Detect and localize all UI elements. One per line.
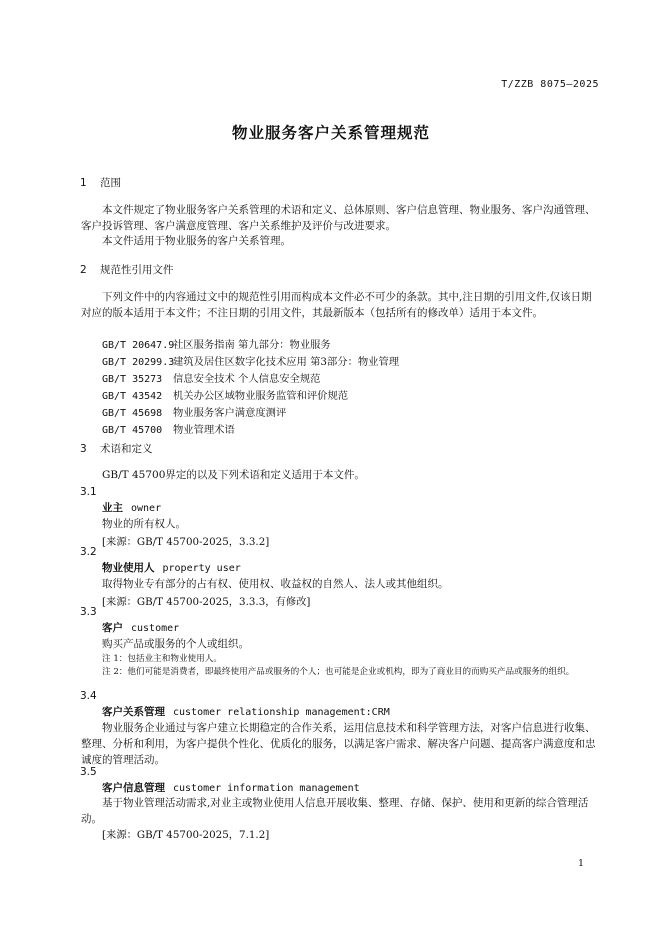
term-number: 3.4	[80, 690, 97, 702]
document-code: T/ZZB 8075—2025	[501, 79, 599, 90]
section-3-heading	[80, 441, 153, 456]
term-source: [来源：GB/T 45700-2025，3.3.2]	[102, 536, 270, 548]
term-heading: 客户关系管理 customer relationship management:CRM	[102, 706, 390, 718]
reference-item: GB/T 45700 物业管理术语	[102, 424, 235, 436]
section-number: 3	[80, 443, 87, 455]
reference-item: GB/T 20299.3建筑及居住区数字化技术应用 第3部分：物业管理	[102, 356, 400, 368]
section-2-heading	[80, 262, 174, 277]
page-number: 1	[577, 858, 584, 869]
section-1-heading	[80, 175, 121, 190]
term-heading: 物业使用人 property user	[102, 562, 241, 574]
term-number: 3.1	[80, 486, 97, 498]
term-source: [来源：GB/T 45700-2025，7.1.2]	[102, 829, 270, 841]
reference-item: GB/T 45698 物业服务客户满意度测评	[102, 407, 287, 419]
section-number: 1	[80, 177, 87, 189]
paragraph: GB/T 45700界定的以及下列术语和定义适用于本文件。	[102, 469, 365, 481]
term-heading: 客户 customer	[102, 622, 180, 634]
section-number: 2	[80, 264, 87, 276]
page-title: 物业服务客户关系管理规范	[231, 124, 430, 142]
term-definition: 物业服务企业通过与客户建立长期稳定的合作关系，运用信息技术和科学管理方法，对客户信息进行收集、整理、分析和利用，为客户提供个性化、优质化的服务，以满足客户需求、解决客户问题、提高客户满意度和忠诚度的管理活动。	[81, 722, 596, 766]
term-note: 注 2：他们可能是消费者，即最终使用产品或服务的个人；也可能是企业或机构，即为了商业目的而购买产品或服务的组织。	[102, 667, 575, 677]
term-note: 注 1：包括业主和物业使用人。	[102, 654, 222, 664]
term-definition: 基于物业管理活动需求,对业主或物业使用人信息开展收集、整理、存储、保护、使用和更新的综合管理活动。	[81, 797, 589, 825]
term-definition: 取得物业专有部分的占有权、使用权、收益权的自然人、法人或其他组织。	[102, 578, 449, 590]
term-number: 3.2	[80, 546, 97, 558]
term-number: 3.5	[80, 766, 97, 778]
reference-item: GB/T 20647.9社区服务指南 第九部分：物业服务	[102, 339, 331, 351]
term-definition: 购买产品或服务的个人或组织。	[102, 638, 249, 650]
paragraph: 本文件规定了物业服务客户关系管理的术语和定义、总体原则、客户信息管理、物业服务、客户沟通管理、客户投诉管理、客户满意度管理、客户关系维护及评价与改进要求。	[81, 204, 596, 232]
paragraph: 本文件适用于物业服务的客户关系管理。	[102, 235, 291, 247]
term-heading: 业主 owner	[102, 502, 162, 514]
paragraph: 下列文件中的内容通过文中的规范性引用而构成本文件必不可少的条款。其中,注日期的引用文件,仅该日期对应的版本适用于本文件；不注日期的引用文件，其最新版本（包括所有的修改单）适用于本文件。	[81, 291, 592, 319]
section-title: 术语和定义	[100, 443, 153, 455]
term-number: 3.3	[80, 606, 97, 618]
reference-item: GB/T 35273 信息安全技术 个人信息安全规范	[102, 373, 321, 385]
section-title: 范围	[100, 177, 121, 189]
section-title: 规范性引用文件	[100, 264, 174, 276]
term-source: [来源：GB/T 45700-2025，3.3.3，有修改]	[102, 596, 311, 608]
term-definition: 物业的所有权人。	[102, 518, 186, 530]
reference-item: GB/T 43542 机关办公区域物业服务监管和评价规范	[102, 390, 349, 402]
term-heading: 客户信息管理 customer information management	[102, 782, 360, 794]
